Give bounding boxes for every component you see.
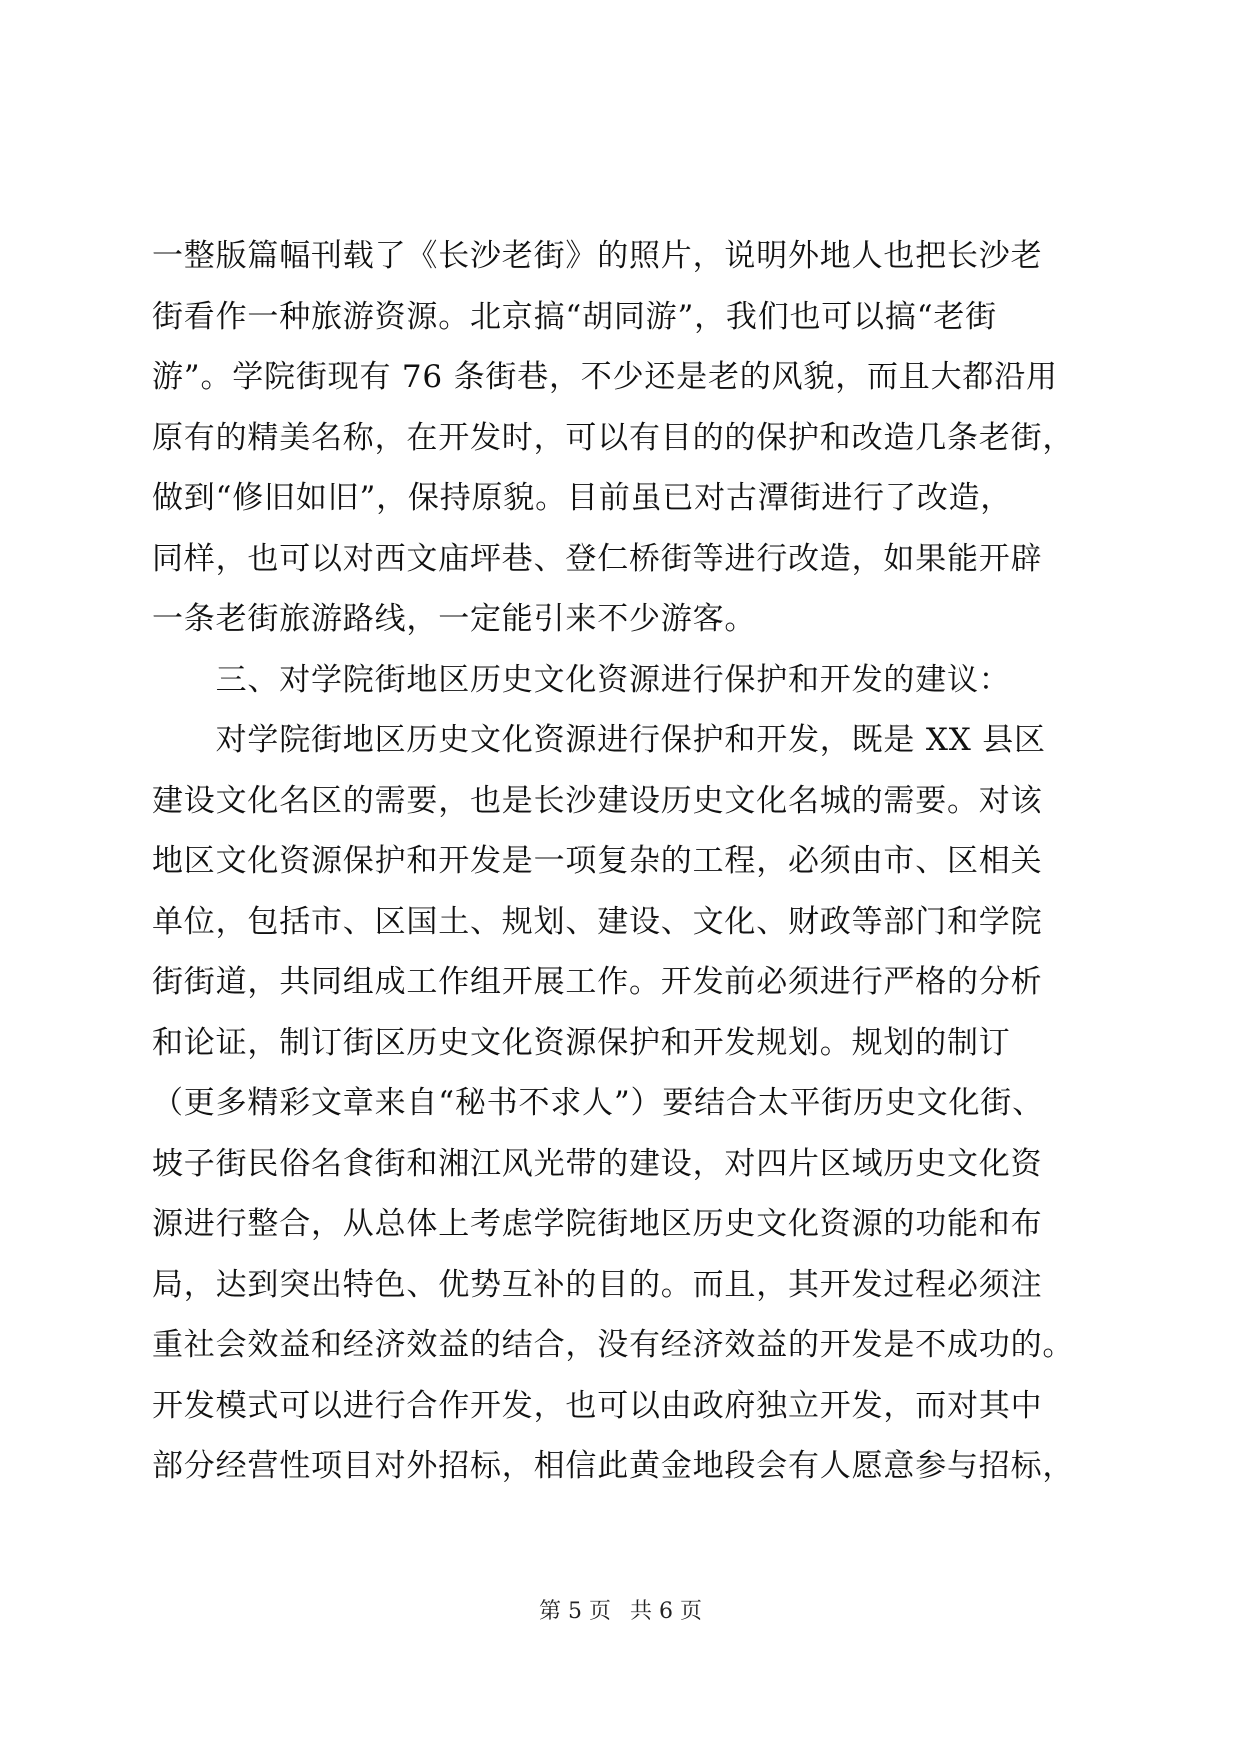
text-line: （更多精彩文章来自“秘书不求人”）要结合太平街历史文化街、 [152,1085,1044,1121]
text-line: 单位，包括市、区国土、规划、建设、文化、财政等部门和学院 [152,903,1043,940]
text-line: 和论证，制订街区历史文化资源保护和开发规划。规划的制订 [152,1024,1011,1061]
text-line: 源进行整合，从总体上考虑学院街地区历史文化资源的功能和布 [152,1206,1043,1242]
page-footer [0,1594,1241,1625]
text-line: 建设文化名区的需要，也是长沙建设历史文化名城的需要。对该 [152,782,1043,819]
page-number-total: 共 6 页 [630,1599,702,1624]
text-line: 开发模式可以进行合作开发，也可以由政府独立开发，而对其中 [152,1387,1043,1424]
text-line: 原有的精美名称，在开发时，可以有目的的保护和改造几条老街， [152,419,1075,456]
section-heading: 三、对学院街地区历史文化资源进行保护和开发的建议： [152,661,1011,698]
text-line: 坡子街民俗名食街和湘江风光带的建设，对四片区域历史文化资 [152,1145,1043,1182]
text-line: 对学院街地区历史文化资源进行保护和开发，既是 XX 县区 [152,722,1046,758]
text-line: 重社会效益和经济效益的结合，没有经济效益的开发是不成功的。 [152,1327,1075,1363]
page-number-current: 第 5 页 [539,1599,611,1624]
text-line: 一整版篇幅刊载了《长沙老街》的照片，说明外地人也把长沙老 [152,238,1043,274]
text-line: 局，达到突出特色、优势互补的目的。而且，其开发过程必须注 [152,1266,1043,1303]
text-line: 做到“修旧如旧”，保持原貌。目前虽已对古潭街进行了改造， [152,480,1013,516]
text-line: 地区文化资源保护和开发是一项复杂的工程，必须由市、区相关 [152,843,1043,879]
text-line: 街看作一种旅游资源。北京搞“胡同游”，我们也可以搞“老街 [152,298,997,335]
text-line: 街街道，共同组成工作组开展工作。开发前必须进行严格的分析 [152,964,1043,1000]
text-line: 同样，也可以对西文庙坪巷、登仁桥街等进行改造，如果能开辟 [152,540,1043,577]
text-line: 部分经营性项目对外招标，相信此黄金地段会有人愿意参与招标， [152,1448,1075,1484]
text-line: 游”。学院街现有 76 条街巷，不少还是老的风貌，而且大都沿用 [152,359,1058,395]
text-line: 一条老街旅游路线，一定能引来不少游客。 [152,601,757,637]
body-text [152,226,1092,1497]
